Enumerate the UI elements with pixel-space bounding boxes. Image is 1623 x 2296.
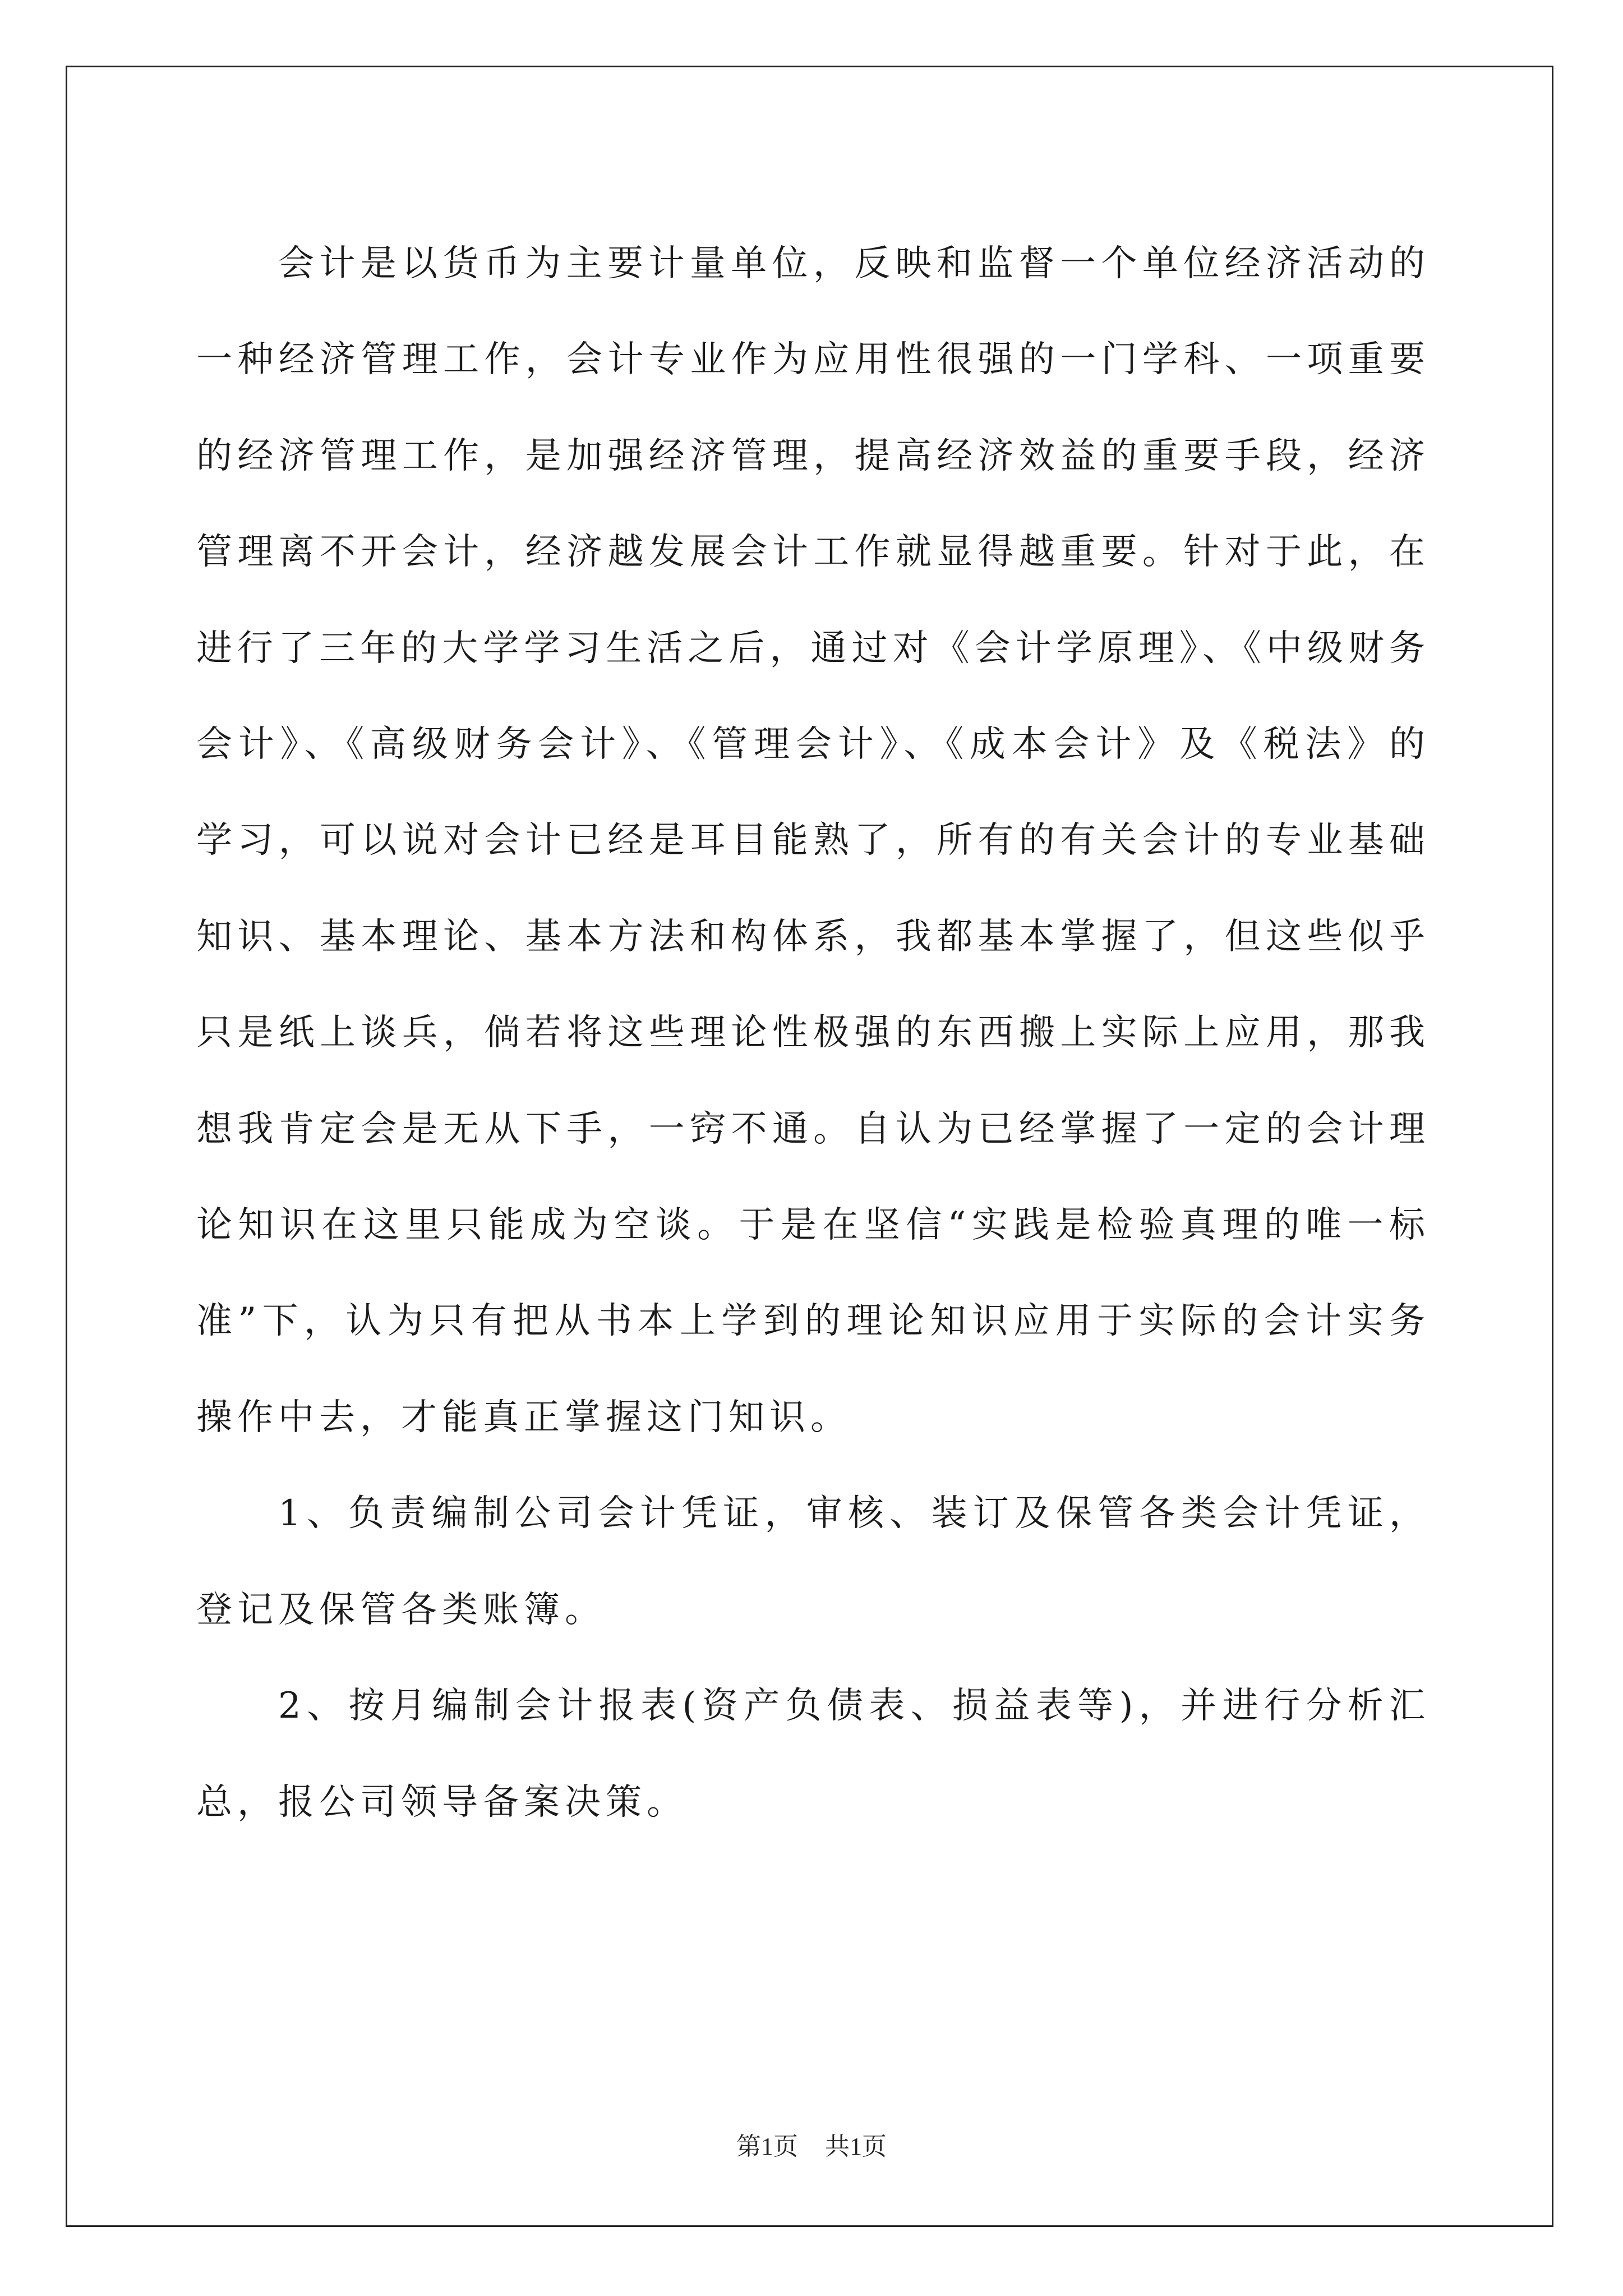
paragraph-duty-2: 2、按月编制会计报表(资产负债表、损益表等)，并进行分析汇总，报公司领导备案决策。 bbox=[196, 1685, 1430, 1823]
page-footer bbox=[0, 2133, 1623, 2161]
page-number-total: 共1页 bbox=[825, 2133, 887, 2160]
paragraph-duty-1: 1、负责编制公司会计凭证，审核、装订及保管各类会计凭证，登记及保管各类账簿。 bbox=[196, 1493, 1430, 1631]
document-body bbox=[196, 216, 1430, 1851]
paragraph-intro: 会计是以货币为主要计量单位，反映和监督一个单位经济活动的一种经济管理工作，会计专业作为应用性很强的一门学科、一项重要的经济管理工作，是加强经济管理，提高经济效益的重要手段，经济管理离不开会计，经济越发展会计工作就显得越重要。针对于此，在进行了三年的大学学习生活之后，通过对《会计学原理》、《中级财务会计》、《高级财务会计》、《管理会计》、《成本会计》及《税法》的学习，可以说对会计已经是耳目能熟了，所有的有关会计的专业基础知识、基本理论、基本方法和构体系，我都基本掌握了，但这些似乎只是纸上谈兵，倘若将这些理论性极强的东西搬上实际上应用，那我想我肯定会是无从下手，一窍不通。自认为已经掌握了一定的会计理论知识在这里只能成为空谈。于是在坚信“实践是检验真理的唯一标准”下，认为只有把从书本上学到的理论知识应用于实际的会计实务操作中去，才能真正掌握这门知识。 bbox=[196, 243, 1430, 1438]
page-number-current: 第1页 bbox=[736, 2133, 798, 2160]
